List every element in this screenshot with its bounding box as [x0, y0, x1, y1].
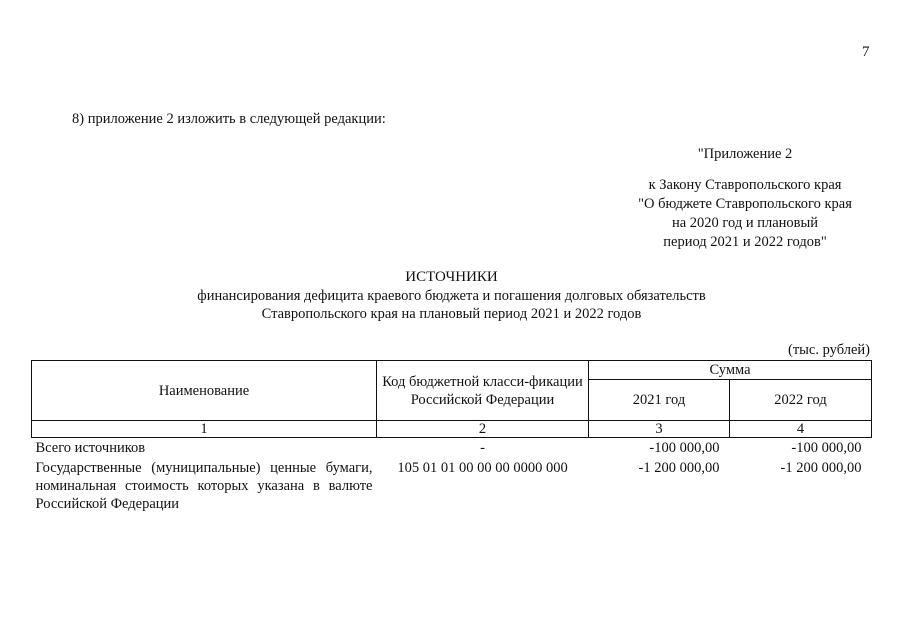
row-code: 105 01 01 00 00 00 0000 000: [397, 460, 568, 476]
document-subtitle-line-1: финансирования дефицита краевого бюджета и погашения долговых обязательств: [197, 288, 706, 304]
appendix-law-line: период 2021 и 2022 годов": [663, 234, 827, 250]
table-row: [32, 458, 872, 514]
appendix-law-line: "О бюджете Ставропольского края: [638, 196, 852, 212]
column-number-row: [32, 421, 872, 438]
row-amount-2022: -1 200 000,00: [780, 460, 862, 476]
header-year-2022: 2022 год: [730, 380, 872, 421]
appendix-law-line: к Закону Ставропольского края: [648, 177, 842, 193]
row-amount-2021: -100 000,00: [649, 440, 720, 456]
appendix-law-reference: [614, 176, 876, 252]
units-note: (тыс. рублей): [788, 342, 870, 358]
row-amount-2022: -100 000,00: [791, 440, 862, 456]
column-number: 1: [32, 421, 377, 438]
page-number: 7: [862, 44, 870, 60]
column-number: 2: [377, 421, 589, 438]
column-number: 4: [730, 421, 872, 438]
column-number: 3: [589, 421, 730, 438]
appendix-title: "Приложение 2: [697, 146, 793, 162]
table-header-row: [32, 361, 872, 380]
document-subtitle-line-2: Ставропольского края на плановый период 2021 и 2022 годов: [261, 306, 642, 322]
amendment-intro: 8) приложение 2 изложить в следующей редакции:: [72, 111, 386, 127]
appendix-law-line: на 2020 год и плановый: [671, 215, 819, 231]
header-code: Код бюджетной класси-фикации Российской Федерации: [377, 361, 589, 421]
row-name: Государственные (муниципальные) ценные бумаги, номинальная стоимость которых указана в валюте Российской Федерации: [35, 460, 373, 512]
row-amount-2021: -1 200 000,00: [638, 460, 720, 476]
header-sum: Сумма: [589, 361, 872, 380]
header-name: Наименование: [32, 361, 377, 421]
table-row: [32, 438, 872, 459]
header-year-2021: 2021 год: [589, 380, 730, 421]
document-title: ИСТОЧНИКИ: [405, 269, 498, 285]
row-code: -: [480, 440, 485, 456]
sources-table: [31, 360, 872, 514]
row-name: Всего источников: [35, 440, 146, 456]
